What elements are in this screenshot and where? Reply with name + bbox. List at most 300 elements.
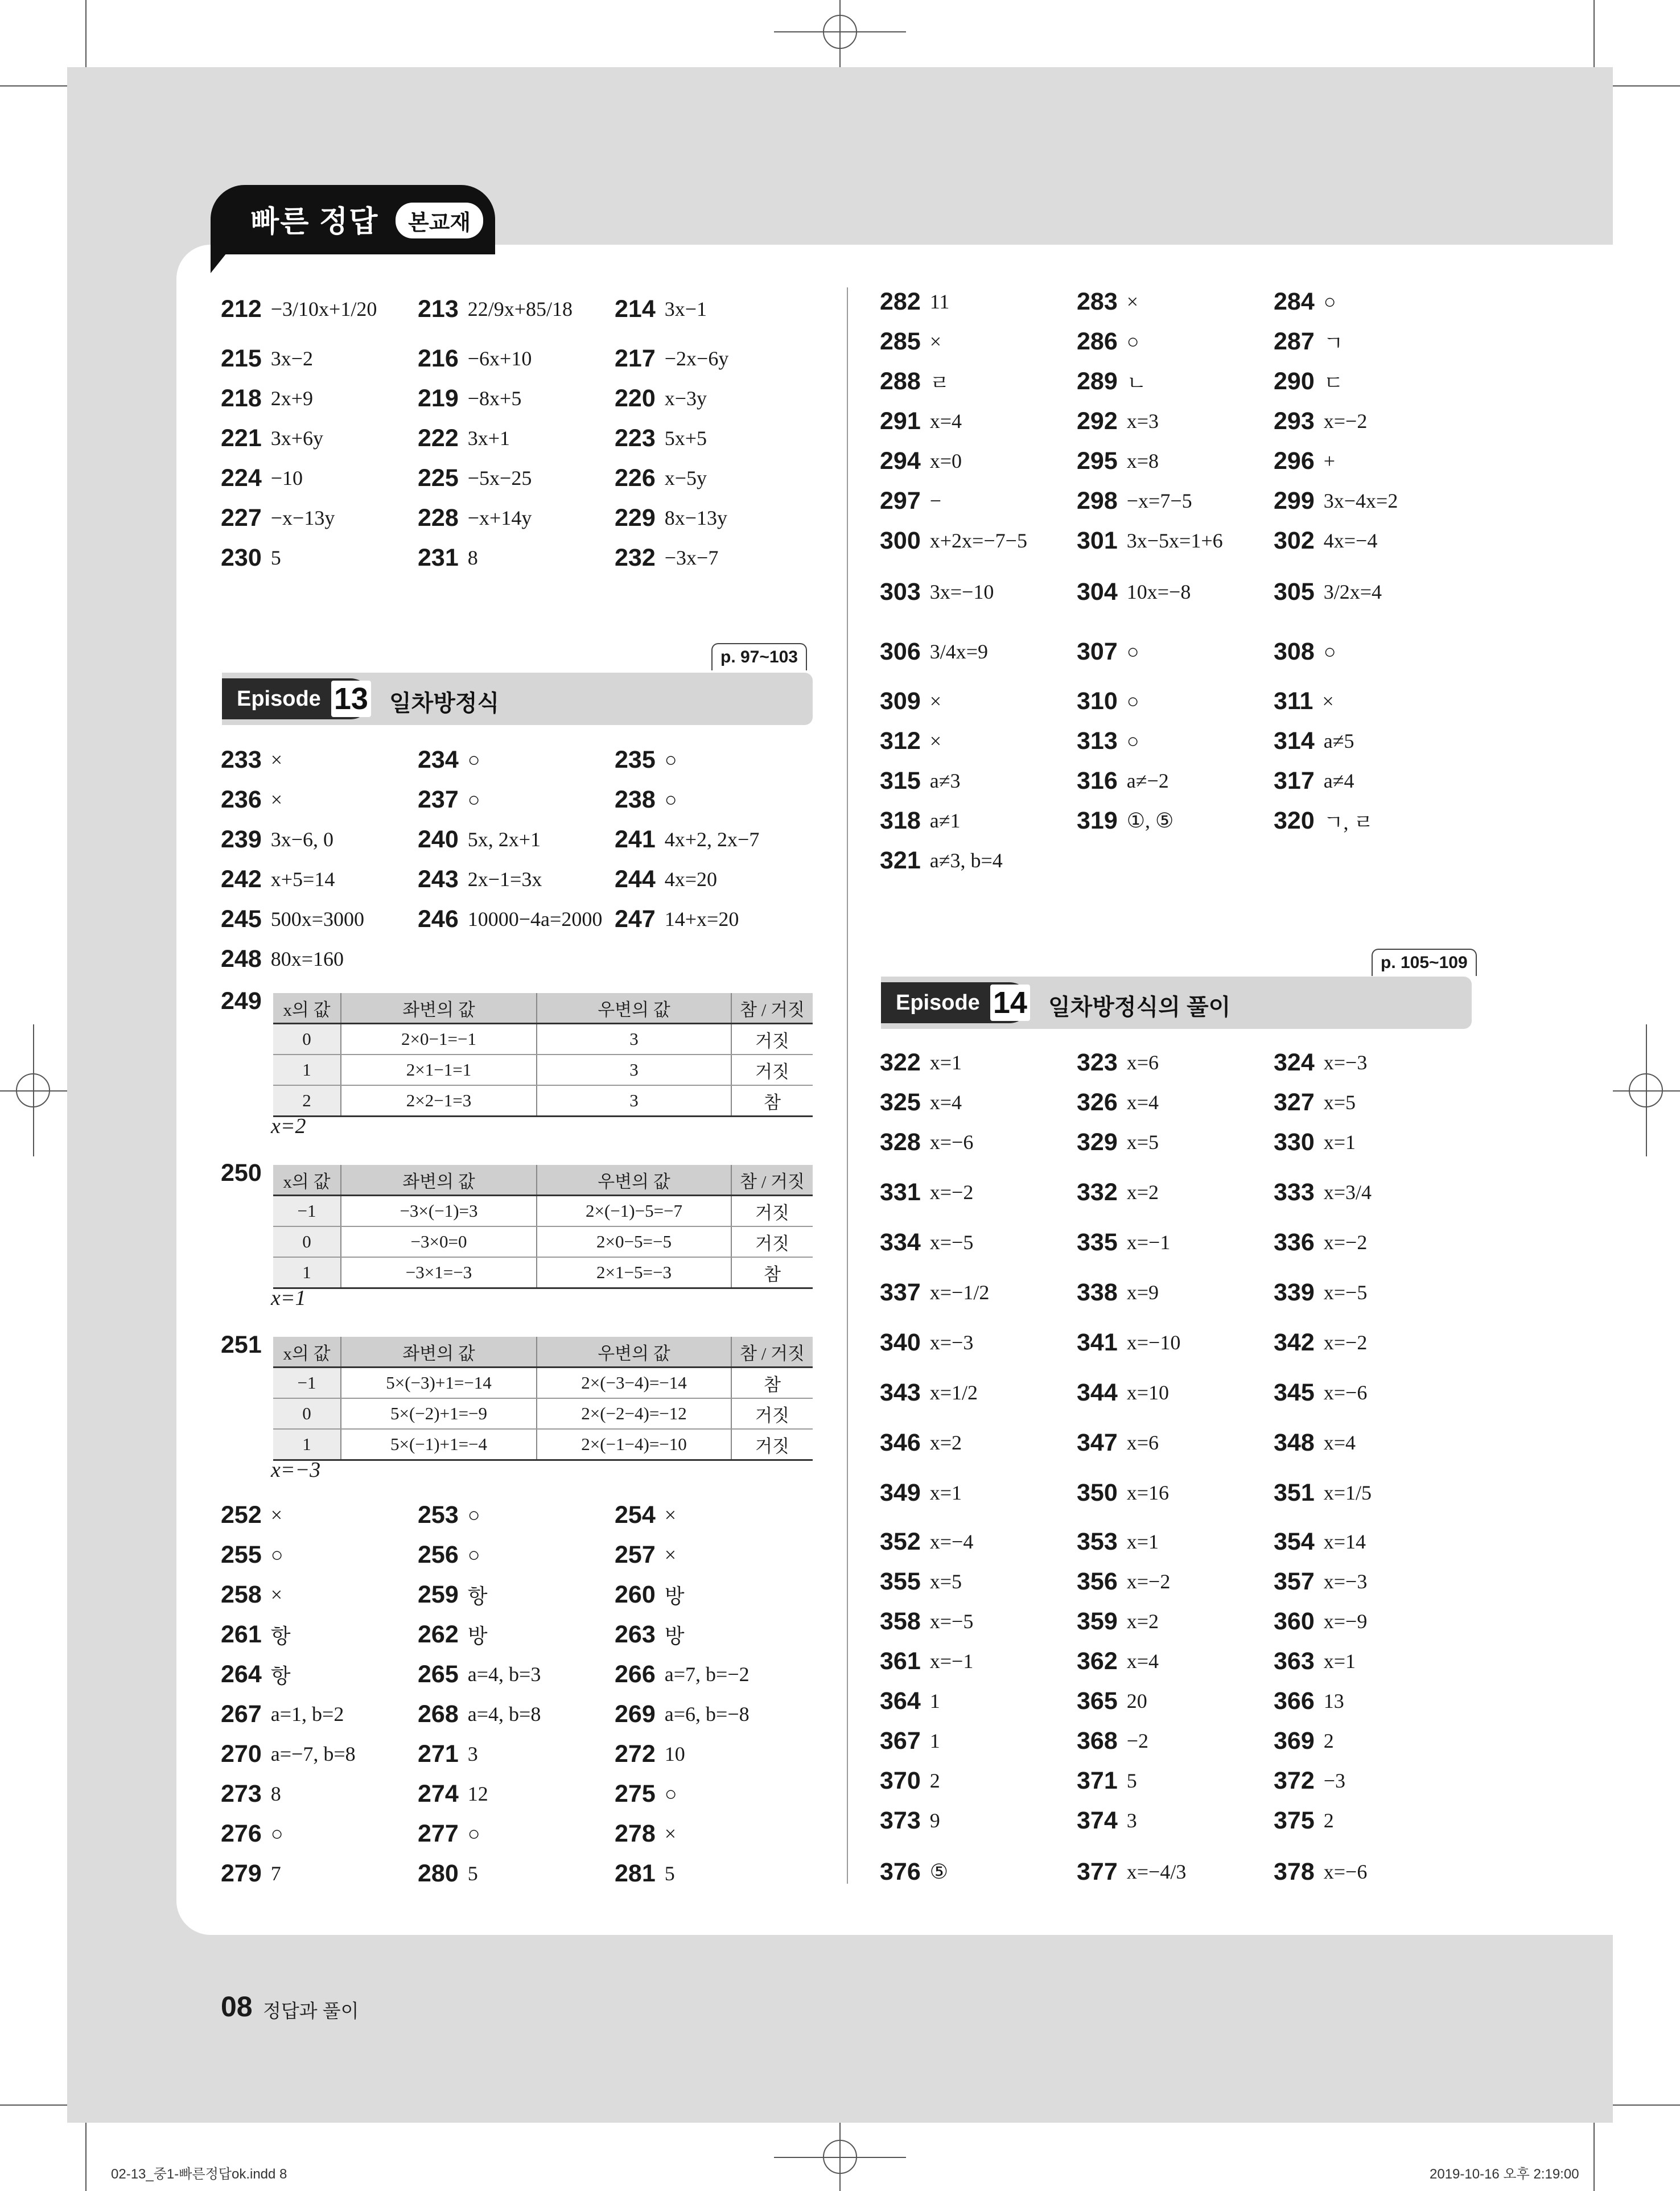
question-number: 263 bbox=[615, 1620, 656, 1648]
answer-value: x=1/2 bbox=[929, 1381, 978, 1404]
answer-item bbox=[615, 1617, 685, 1652]
answer-item bbox=[1077, 404, 1159, 438]
registration-mark bbox=[823, 2140, 857, 2174]
answer-value: x+5=14 bbox=[270, 868, 335, 891]
answer-value: 2 bbox=[929, 1769, 940, 1792]
answer-value: x−3y bbox=[664, 387, 707, 410]
question-number: 248 bbox=[221, 945, 262, 973]
answer-value: x=−2 bbox=[1323, 410, 1368, 433]
question-number: 252 bbox=[221, 1501, 262, 1529]
answer-item bbox=[1077, 575, 1191, 609]
answer-item bbox=[1274, 1275, 1367, 1309]
answer-value: x=−2 bbox=[1323, 1331, 1368, 1354]
answer-value: + bbox=[1323, 450, 1336, 472]
answer-item bbox=[1274, 804, 1373, 838]
answer-value: × bbox=[929, 330, 942, 353]
question-number: 225 bbox=[418, 464, 459, 492]
answer-item bbox=[1077, 1375, 1169, 1410]
question-number: 229 bbox=[615, 504, 656, 532]
answer-item bbox=[880, 1375, 978, 1410]
question-number: 294 bbox=[880, 447, 921, 475]
answer-item bbox=[418, 902, 602, 936]
question-number: 259 bbox=[418, 1580, 459, 1608]
truth-table bbox=[273, 993, 813, 1117]
answer-value: x=−4 bbox=[929, 1530, 974, 1553]
registration-mark bbox=[1629, 1073, 1663, 1107]
answer-item bbox=[1274, 1175, 1372, 1209]
answer-value: a≠4 bbox=[1323, 769, 1354, 792]
crop-mark bbox=[85, 2123, 87, 2191]
question-number: 353 bbox=[1077, 1527, 1118, 1555]
question-number: 258 bbox=[221, 1580, 262, 1608]
answer-item bbox=[1274, 285, 1336, 319]
answer-value: 10 bbox=[664, 1743, 685, 1765]
crop-mark bbox=[0, 85, 67, 87]
answer-value: x=−1 bbox=[1126, 1231, 1171, 1254]
answer-value: 방 bbox=[467, 1624, 488, 1648]
answer-value: x=0 bbox=[929, 450, 962, 472]
table-cell: 2 bbox=[273, 1085, 341, 1117]
question-number: 331 bbox=[880, 1178, 921, 1206]
answer-value: x=−2 bbox=[1323, 1231, 1368, 1254]
answer-item bbox=[1274, 1803, 1334, 1838]
answer-value: ○ bbox=[1126, 690, 1139, 713]
answer-item bbox=[1274, 1724, 1334, 1758]
answer-item bbox=[880, 1724, 940, 1758]
answer-item bbox=[1077, 484, 1192, 518]
answer-value: 22/9x+85/18 bbox=[467, 298, 573, 320]
answer-value: 9 bbox=[929, 1809, 940, 1832]
table-header: 참 / 거짓 bbox=[731, 1337, 813, 1368]
table-cell: 3 bbox=[537, 1085, 731, 1117]
answer-value: × bbox=[929, 730, 942, 752]
table-row bbox=[273, 1398, 813, 1429]
question-number: 246 bbox=[418, 905, 459, 933]
table-header: 참 / 거짓 bbox=[731, 993, 813, 1024]
answer-item bbox=[880, 1125, 973, 1159]
date-slug: 2019-10-16 오후 2:19:00 bbox=[1430, 2167, 1579, 2182]
question-number: 282 bbox=[880, 287, 921, 315]
answer-item bbox=[418, 862, 542, 896]
question-number: 322 bbox=[880, 1048, 921, 1076]
answer-item bbox=[1274, 444, 1335, 478]
question-number: 253 bbox=[418, 1501, 459, 1529]
answer-item bbox=[880, 444, 962, 478]
question-number: 310 bbox=[1077, 687, 1118, 715]
answer-value: x=−6 bbox=[929, 1131, 974, 1154]
answer-value: ○ bbox=[664, 748, 677, 771]
answer-item bbox=[1274, 1325, 1367, 1360]
table-header: 우변의 값 bbox=[537, 1337, 731, 1368]
answer-value: ○ bbox=[1126, 330, 1139, 353]
question-number: 226 bbox=[615, 464, 656, 492]
answer-item bbox=[418, 1856, 478, 1891]
answer-item bbox=[221, 461, 303, 495]
question-number: 233 bbox=[221, 746, 262, 773]
question-number: 274 bbox=[418, 1780, 459, 1807]
question-number: 281 bbox=[615, 1859, 656, 1887]
table-header: x의 값 bbox=[273, 993, 341, 1024]
truth-table bbox=[273, 1337, 813, 1461]
answer-item bbox=[880, 1325, 973, 1360]
table-result: x=2 bbox=[271, 1114, 306, 1138]
answer-item bbox=[1077, 1125, 1159, 1159]
table-cell: 거짓 bbox=[731, 1055, 813, 1085]
answer-value: 3x−1 bbox=[664, 298, 707, 320]
answer-item bbox=[880, 575, 994, 609]
table-row bbox=[273, 1055, 813, 1085]
episode13-page-ref: p. 97~103 bbox=[711, 643, 807, 670]
answer-value: x=−10 bbox=[1126, 1331, 1181, 1354]
answer-item bbox=[418, 1657, 541, 1691]
answer-item bbox=[418, 1578, 488, 1612]
answer-item bbox=[221, 1737, 356, 1771]
answer-value: x=1 bbox=[929, 1051, 962, 1074]
answer-item bbox=[1077, 1764, 1137, 1798]
question-number: 267 bbox=[221, 1700, 262, 1728]
answer-item bbox=[221, 292, 377, 326]
answer-value: x=2 bbox=[1126, 1610, 1159, 1633]
answer-item bbox=[615, 461, 707, 495]
answer-value: a≠−2 bbox=[1126, 769, 1169, 792]
answer-value: a=6, b=−8 bbox=[664, 1703, 750, 1725]
table-header: 우변의 값 bbox=[537, 1165, 731, 1196]
question-number: 342 bbox=[1274, 1328, 1315, 1356]
table-cell: −1 bbox=[273, 1368, 341, 1399]
answer-item bbox=[880, 1803, 940, 1838]
question-number: 237 bbox=[418, 785, 459, 813]
answer-item bbox=[1274, 1426, 1356, 1460]
answer-value: ㄱ bbox=[1323, 331, 1344, 355]
question-number: 285 bbox=[880, 327, 921, 355]
answer-value: ○ bbox=[664, 1782, 677, 1805]
question-number: 296 bbox=[1274, 447, 1315, 475]
answer-item bbox=[1077, 764, 1169, 798]
answer-item bbox=[1274, 324, 1344, 359]
answer-value: 14+x=20 bbox=[664, 908, 739, 930]
answer-item bbox=[418, 1737, 478, 1771]
question-number: 306 bbox=[880, 637, 921, 665]
answer-value: x=−1 bbox=[929, 1650, 974, 1673]
table-cell: 3 bbox=[537, 1024, 731, 1055]
answer-item bbox=[1274, 1125, 1356, 1159]
answer-value: a=4, b=3 bbox=[467, 1663, 541, 1686]
answer-value: −3 bbox=[1323, 1769, 1346, 1792]
question-number: 328 bbox=[880, 1128, 921, 1156]
question-number: 247 bbox=[615, 905, 656, 933]
question-number: 270 bbox=[221, 1740, 262, 1768]
answer-value: x=−5 bbox=[929, 1610, 974, 1633]
question-number: 350 bbox=[1077, 1478, 1118, 1506]
answer-value: x=2 bbox=[929, 1431, 962, 1454]
answer-value: x=−2 bbox=[929, 1181, 974, 1204]
answer-value: × bbox=[270, 788, 283, 811]
answer-item bbox=[615, 1856, 675, 1891]
answer-value: x=4 bbox=[929, 1091, 962, 1114]
episode-word: Episode bbox=[896, 990, 980, 1015]
table-header: 참 / 거짓 bbox=[731, 1165, 813, 1196]
answer-item bbox=[1077, 1684, 1147, 1718]
answer-value: 2x+9 bbox=[270, 387, 314, 410]
answer-item bbox=[1077, 684, 1139, 718]
question-number: 222 bbox=[418, 424, 459, 452]
answer-item bbox=[1274, 1564, 1367, 1599]
answer-item bbox=[1274, 684, 1334, 718]
table-cell: 거짓 bbox=[731, 1024, 813, 1055]
answer-value: ○ bbox=[467, 788, 480, 811]
table-cell: 1 bbox=[273, 1257, 341, 1288]
answer-item bbox=[880, 684, 941, 718]
answer-item bbox=[880, 724, 941, 758]
answer-value: ㄴ bbox=[1126, 371, 1147, 394]
answer-value: x=5 bbox=[1126, 1131, 1159, 1154]
answer-item bbox=[1077, 1275, 1159, 1309]
answer-item bbox=[1077, 1564, 1170, 1599]
answer-item bbox=[221, 862, 335, 896]
header-title: 빠른 정답 bbox=[250, 205, 379, 238]
table-cell: 2×2−1=3 bbox=[341, 1085, 537, 1117]
answer-item bbox=[221, 1697, 344, 1731]
table-cell: −1 bbox=[273, 1196, 341, 1227]
answer-item bbox=[1077, 804, 1173, 838]
episode13-title: 일차방정식 bbox=[389, 691, 500, 716]
answer-item bbox=[1077, 635, 1139, 669]
answer-item bbox=[221, 341, 313, 376]
question-number: 284 bbox=[1274, 287, 1315, 315]
answer-value: 20 bbox=[1126, 1690, 1147, 1712]
answer-value: × bbox=[929, 690, 942, 713]
answer-item bbox=[880, 1085, 962, 1119]
question-number-text: 250 bbox=[221, 1159, 262, 1187]
question-number: 230 bbox=[221, 543, 262, 571]
episode13-label bbox=[222, 678, 371, 719]
question-number: 234 bbox=[418, 746, 459, 773]
question-number: 264 bbox=[221, 1660, 262, 1688]
answer-item bbox=[221, 1817, 283, 1851]
answer-value: 3x−5x=1+6 bbox=[1126, 529, 1223, 552]
question-number: 361 bbox=[880, 1647, 921, 1675]
episode-word: Episode bbox=[237, 686, 321, 711]
answer-item bbox=[880, 843, 1003, 878]
answer-value: 3 bbox=[1126, 1809, 1137, 1832]
question-number: 321 bbox=[880, 846, 921, 874]
question-number: 369 bbox=[1274, 1727, 1315, 1755]
answer-value: a=−7, b=8 bbox=[270, 1743, 356, 1765]
answer-item bbox=[418, 541, 478, 575]
answer-value: 13 bbox=[1323, 1690, 1344, 1712]
question-number: 365 bbox=[1077, 1687, 1118, 1715]
answer-item bbox=[615, 1697, 750, 1731]
question-number: 293 bbox=[1274, 407, 1315, 435]
question-number-text: 249 bbox=[221, 987, 262, 1015]
answer-item bbox=[1077, 1225, 1170, 1259]
answer-value: x=4 bbox=[929, 410, 962, 433]
answer-value: × bbox=[270, 748, 283, 771]
question-number: 214 bbox=[615, 295, 656, 323]
question-number: 255 bbox=[221, 1541, 262, 1568]
question-number: 366 bbox=[1274, 1687, 1315, 1715]
answer-value: 항 bbox=[467, 1584, 488, 1608]
question-number: 327 bbox=[1274, 1088, 1315, 1116]
question-number bbox=[221, 984, 271, 1018]
question-number: 376 bbox=[880, 1858, 921, 1885]
answer-item bbox=[221, 1657, 291, 1691]
answer-item bbox=[1077, 1644, 1159, 1678]
answer-item bbox=[615, 421, 707, 455]
question-number: 371 bbox=[1077, 1766, 1118, 1794]
question-number: 223 bbox=[615, 424, 656, 452]
answer-item bbox=[418, 822, 541, 856]
answer-item bbox=[221, 1856, 281, 1891]
answer-item bbox=[880, 1764, 940, 1798]
question-number: 266 bbox=[615, 1660, 656, 1688]
table-cell: −3×(−1)=3 bbox=[341, 1196, 537, 1227]
answer-item bbox=[880, 1175, 973, 1209]
answer-value: x=−9 bbox=[1323, 1610, 1368, 1633]
table-header: x의 값 bbox=[273, 1337, 341, 1368]
question-number: 243 bbox=[418, 865, 459, 893]
question-number: 307 bbox=[1077, 637, 1118, 665]
answer-value: −10 bbox=[270, 467, 303, 489]
answer-item bbox=[221, 942, 344, 976]
answer-value: x=5 bbox=[1323, 1091, 1356, 1114]
answer-item bbox=[880, 804, 961, 838]
answer-item bbox=[1274, 1476, 1372, 1510]
answer-item bbox=[880, 1644, 973, 1678]
answer-item bbox=[1274, 524, 1377, 558]
table-cell: 거짓 bbox=[731, 1429, 813, 1460]
question-number: 291 bbox=[880, 407, 921, 435]
question-number: 318 bbox=[880, 806, 921, 834]
answer-item bbox=[880, 1564, 962, 1599]
question-number: 216 bbox=[418, 344, 459, 372]
answer-value: × bbox=[1322, 690, 1334, 713]
answer-value: −6x+10 bbox=[467, 347, 532, 370]
column-divider bbox=[847, 287, 848, 1884]
answer-item bbox=[1274, 635, 1336, 669]
question-number: 212 bbox=[221, 295, 262, 323]
answer-value: x=6 bbox=[1126, 1051, 1159, 1074]
answer-item bbox=[615, 341, 728, 376]
answer-value: 항 bbox=[270, 1624, 291, 1648]
answer-value: x=−2 bbox=[1126, 1570, 1171, 1593]
answer-item bbox=[1274, 1225, 1367, 1259]
question-number: 347 bbox=[1077, 1428, 1118, 1456]
answer-item bbox=[1077, 1724, 1148, 1758]
question-number: 319 bbox=[1077, 806, 1118, 834]
question-number: 364 bbox=[880, 1687, 921, 1715]
question-number: 295 bbox=[1077, 447, 1118, 475]
registration-mark bbox=[823, 15, 857, 49]
table-row bbox=[273, 1257, 813, 1288]
answer-item bbox=[221, 1617, 291, 1652]
table-header: 좌변의 값 bbox=[341, 1165, 537, 1196]
question-number: 338 bbox=[1077, 1278, 1118, 1306]
answer-value: 3x−4x=2 bbox=[1323, 489, 1398, 512]
answer-item bbox=[615, 541, 718, 575]
question-number: 288 bbox=[880, 367, 921, 395]
crop-mark bbox=[1613, 85, 1680, 87]
table-header: 좌변의 값 bbox=[341, 1337, 537, 1368]
table-cell: 2×(−1)−5=−7 bbox=[537, 1196, 731, 1227]
table-cell: 거짓 bbox=[731, 1398, 813, 1429]
question-number: 315 bbox=[880, 767, 921, 794]
answer-item bbox=[418, 1617, 488, 1652]
question-number: 213 bbox=[418, 295, 459, 323]
table-cell: 참 bbox=[731, 1085, 813, 1117]
question-number: 341 bbox=[1077, 1328, 1118, 1356]
table-cell: 2×(−2−4)=−12 bbox=[537, 1398, 731, 1429]
answer-value: x=4 bbox=[1126, 1650, 1159, 1673]
truth-table bbox=[273, 1165, 813, 1289]
answer-item bbox=[418, 1498, 480, 1532]
answer-item bbox=[880, 364, 950, 398]
episode14-label bbox=[881, 982, 1030, 1023]
answer-value: −3x−7 bbox=[664, 546, 719, 569]
question-number: 356 bbox=[1077, 1567, 1118, 1595]
question-number: 378 bbox=[1274, 1858, 1315, 1885]
episode14-page-ref: p. 105~109 bbox=[1372, 949, 1477, 976]
answer-item bbox=[221, 782, 282, 817]
question-number: 283 bbox=[1077, 287, 1118, 315]
answer-value: ○ bbox=[1323, 290, 1336, 313]
table-row bbox=[273, 1368, 813, 1399]
answer-item bbox=[418, 381, 521, 415]
question-number: 265 bbox=[418, 1660, 459, 1688]
answer-value: 5x+5 bbox=[664, 427, 707, 450]
question-number: 359 bbox=[1077, 1607, 1118, 1635]
answer-value: 10x=−8 bbox=[1126, 580, 1191, 603]
table-cell: 2×(−1−4)=−10 bbox=[537, 1429, 731, 1460]
answer-item bbox=[418, 1697, 541, 1731]
answer-value: 4x=−4 bbox=[1323, 529, 1378, 552]
answer-value: −8x+5 bbox=[467, 387, 522, 410]
answer-item bbox=[1274, 764, 1354, 798]
question-number: 298 bbox=[1077, 487, 1118, 514]
question-number: 325 bbox=[880, 1088, 921, 1116]
question-number: 219 bbox=[418, 384, 459, 412]
question-number: 242 bbox=[221, 865, 262, 893]
answer-value: ○ bbox=[467, 1543, 480, 1566]
question-number bbox=[221, 1156, 271, 1190]
answer-item bbox=[1077, 1525, 1159, 1559]
answer-value: a=7, b=−2 bbox=[664, 1663, 750, 1686]
answer-value: ○ bbox=[467, 748, 480, 771]
crop-mark bbox=[1613, 2104, 1680, 2106]
question-number: 256 bbox=[418, 1541, 459, 1568]
question-number bbox=[221, 1328, 271, 1362]
answer-item bbox=[1274, 575, 1382, 609]
episode14-title: 일차방정식의 풀이 bbox=[1048, 995, 1231, 1020]
answer-item bbox=[1077, 324, 1139, 359]
answer-item bbox=[221, 1578, 282, 1612]
answer-value: x=1 bbox=[1323, 1650, 1356, 1673]
answer-item bbox=[221, 743, 282, 777]
question-number: 235 bbox=[615, 746, 656, 773]
answer-item bbox=[615, 1817, 676, 1851]
answer-value: 항 bbox=[270, 1664, 291, 1687]
question-number: 215 bbox=[221, 344, 262, 372]
answer-value: ○ bbox=[270, 1543, 283, 1566]
question-number: 374 bbox=[1077, 1806, 1118, 1834]
question-number: 236 bbox=[221, 785, 262, 813]
answer-item bbox=[1077, 724, 1139, 758]
answer-value: 4x=20 bbox=[664, 868, 718, 891]
answer-item bbox=[880, 1525, 973, 1559]
answer-value: 3x−6, 0 bbox=[270, 828, 334, 851]
table-cell: 0 bbox=[273, 1226, 341, 1257]
answer-value: 4x+2, 2x−7 bbox=[664, 828, 760, 851]
